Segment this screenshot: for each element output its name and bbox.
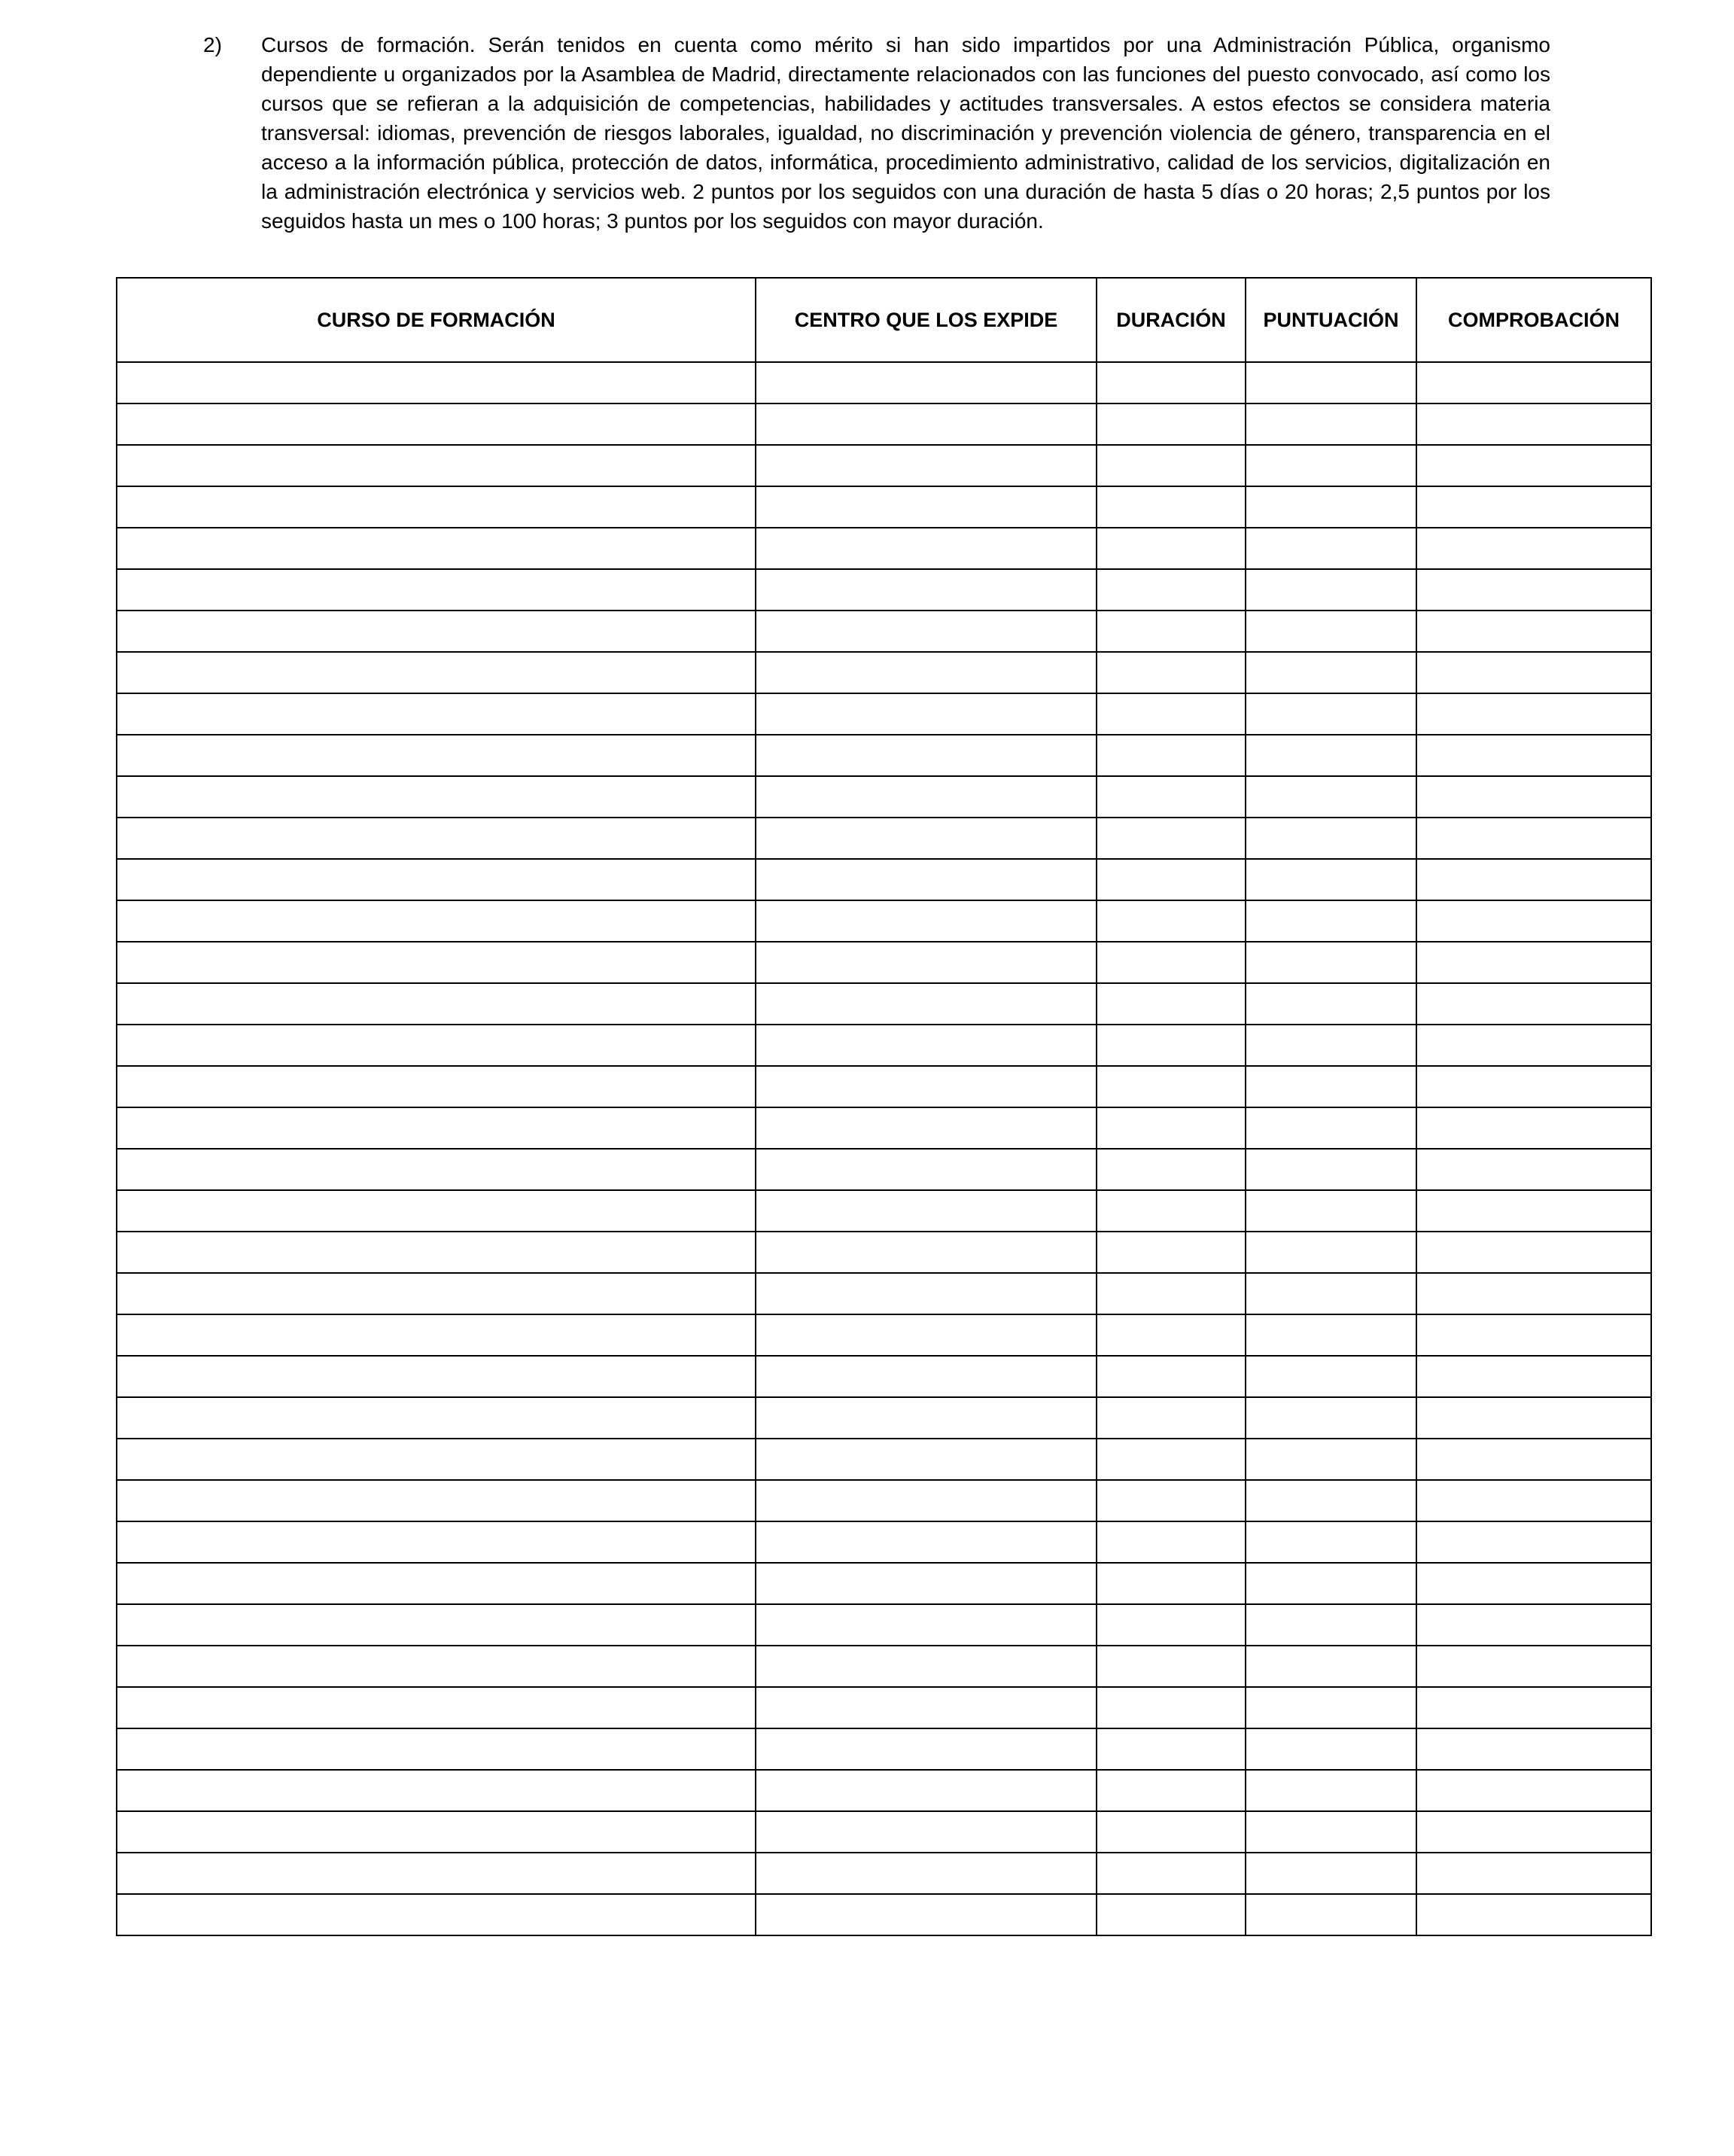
cell-course[interactable] bbox=[117, 1687, 756, 1728]
cell-verification[interactable] bbox=[1416, 776, 1651, 818]
cell-verification[interactable] bbox=[1416, 1232, 1651, 1273]
cell-duration[interactable] bbox=[1097, 900, 1246, 942]
cell-verification[interactable] bbox=[1416, 569, 1651, 611]
section-description: Cursos de formación. Serán tenidos en cuenta como mérito si han sido impartidos por una Administración Pública, organismo dependiente u organizados por la Asamblea de Madrid, directamente relacionados con las funciones del puesto convocado, así como los cursos que se refieran a la adquisición de competencias, habilidades y actitudes transversales. A estos efectos se considera materia transversal: idiomas, prevención de riesgos laborales, igualdad, no discriminación y prevención violencia de género, transparencia en el acceso a la información pública, protección de datos, informática, procedimiento administrativo, calidad de los servicios, digitalización en la administración electrónica y servicios web. 2 puntos por los seguidos con una duración de hasta 5 días o 20 horas; 2,5 puntos por los seguidos hasta un mes o 100 horas; 3 puntos por los seguidos con mayor duración. bbox=[261, 33, 1550, 233]
cell-verification[interactable] bbox=[1416, 1190, 1651, 1232]
cell-issuing-center[interactable] bbox=[756, 1687, 1097, 1728]
column-header-course: CURSO DE FORMACIÓN bbox=[117, 278, 756, 362]
cell-course[interactable] bbox=[117, 1314, 756, 1356]
cell-verification[interactable] bbox=[1416, 1025, 1651, 1066]
cell-verification[interactable] bbox=[1416, 1149, 1651, 1190]
cell-verification[interactable] bbox=[1416, 1687, 1651, 1728]
cell-issuing-center[interactable] bbox=[756, 1025, 1097, 1066]
cell-course[interactable] bbox=[117, 983, 756, 1025]
cell-score[interactable] bbox=[1246, 1894, 1416, 1935]
cell-score[interactable] bbox=[1246, 1853, 1416, 1894]
cell-course[interactable] bbox=[117, 942, 756, 983]
cell-verification[interactable] bbox=[1416, 1107, 1651, 1149]
cell-score[interactable] bbox=[1246, 1149, 1416, 1190]
cell-issuing-center[interactable] bbox=[756, 1314, 1097, 1356]
cell-verification[interactable] bbox=[1416, 1439, 1651, 1480]
cell-verification[interactable] bbox=[1416, 486, 1651, 528]
cell-verification[interactable] bbox=[1416, 1314, 1651, 1356]
cell-verification[interactable] bbox=[1416, 1521, 1651, 1563]
cell-score[interactable] bbox=[1246, 1232, 1416, 1273]
cell-issuing-center[interactable] bbox=[756, 1894, 1097, 1935]
cell-duration[interactable] bbox=[1097, 611, 1246, 652]
cell-issuing-center[interactable] bbox=[756, 818, 1097, 859]
cell-verification[interactable] bbox=[1416, 818, 1651, 859]
table-row bbox=[117, 1356, 1651, 1397]
cell-duration[interactable] bbox=[1097, 652, 1246, 693]
cell-duration[interactable] bbox=[1097, 1149, 1246, 1190]
table-row bbox=[117, 362, 1651, 403]
column-header-issuing-center: CENTRO QUE LOS EXPIDE bbox=[756, 278, 1097, 362]
cell-verification[interactable] bbox=[1416, 1480, 1651, 1521]
table-row bbox=[117, 1480, 1651, 1521]
cell-course[interactable] bbox=[117, 1604, 756, 1646]
cell-verification[interactable] bbox=[1416, 983, 1651, 1025]
cell-duration[interactable] bbox=[1097, 1563, 1246, 1604]
table-row bbox=[117, 1521, 1651, 1563]
cell-issuing-center[interactable] bbox=[756, 403, 1097, 445]
cell-issuing-center[interactable] bbox=[756, 486, 1097, 528]
cell-issuing-center[interactable] bbox=[756, 1563, 1097, 1604]
cell-course[interactable] bbox=[117, 1273, 756, 1314]
cell-score[interactable] bbox=[1246, 1107, 1416, 1149]
cell-score[interactable] bbox=[1246, 735, 1416, 776]
cell-course[interactable] bbox=[117, 1811, 756, 1853]
training-courses-table bbox=[116, 277, 1652, 1936]
cell-course[interactable] bbox=[117, 611, 756, 652]
table-row bbox=[117, 735, 1651, 776]
cell-score[interactable] bbox=[1246, 1521, 1416, 1563]
table-row bbox=[117, 1894, 1651, 1935]
table-row bbox=[117, 1687, 1651, 1728]
cell-duration[interactable] bbox=[1097, 1273, 1246, 1314]
cell-score[interactable] bbox=[1246, 652, 1416, 693]
cell-score[interactable] bbox=[1246, 1770, 1416, 1811]
cell-score[interactable] bbox=[1246, 1066, 1416, 1107]
cell-score[interactable] bbox=[1246, 528, 1416, 569]
cell-course[interactable] bbox=[117, 1770, 756, 1811]
cell-course[interactable] bbox=[117, 776, 756, 818]
table-row bbox=[117, 1066, 1651, 1107]
cell-duration[interactable] bbox=[1097, 1894, 1246, 1935]
cell-issuing-center[interactable] bbox=[756, 1811, 1097, 1853]
cell-duration[interactable] bbox=[1097, 1190, 1246, 1232]
cell-issuing-center[interactable] bbox=[756, 900, 1097, 942]
table-row bbox=[117, 1563, 1651, 1604]
table-row bbox=[117, 1107, 1651, 1149]
cell-course[interactable] bbox=[117, 1563, 756, 1604]
cell-duration[interactable] bbox=[1097, 1232, 1246, 1273]
cell-score[interactable] bbox=[1246, 362, 1416, 403]
cell-issuing-center[interactable] bbox=[756, 1480, 1097, 1521]
cell-verification[interactable] bbox=[1416, 1273, 1651, 1314]
cell-duration[interactable] bbox=[1097, 859, 1246, 900]
cell-duration[interactable] bbox=[1097, 693, 1246, 735]
cell-course[interactable] bbox=[117, 1025, 756, 1066]
table-row bbox=[117, 776, 1651, 818]
cell-course[interactable] bbox=[117, 1646, 756, 1687]
cell-duration[interactable] bbox=[1097, 1853, 1246, 1894]
table-row bbox=[117, 486, 1651, 528]
cell-score[interactable] bbox=[1246, 486, 1416, 528]
table-row bbox=[117, 403, 1651, 445]
cell-verification[interactable] bbox=[1416, 362, 1651, 403]
cell-score[interactable] bbox=[1246, 1273, 1416, 1314]
cell-verification[interactable] bbox=[1416, 1894, 1651, 1935]
cell-issuing-center[interactable] bbox=[756, 1397, 1097, 1439]
cell-verification[interactable] bbox=[1416, 1563, 1651, 1604]
cell-duration[interactable] bbox=[1097, 1439, 1246, 1480]
cell-course[interactable] bbox=[117, 1439, 756, 1480]
cell-score[interactable] bbox=[1246, 1687, 1416, 1728]
cell-issuing-center[interactable] bbox=[756, 611, 1097, 652]
cell-score[interactable] bbox=[1246, 693, 1416, 735]
cell-duration[interactable] bbox=[1097, 1314, 1246, 1356]
table-row bbox=[117, 1149, 1651, 1190]
cell-course[interactable] bbox=[117, 569, 756, 611]
cell-course[interactable] bbox=[117, 1066, 756, 1107]
table-row bbox=[117, 445, 1651, 486]
cell-verification[interactable] bbox=[1416, 1397, 1651, 1439]
cell-verification[interactable] bbox=[1416, 1646, 1651, 1687]
cell-duration[interactable] bbox=[1097, 486, 1246, 528]
table-row bbox=[117, 942, 1651, 983]
cell-course[interactable] bbox=[117, 445, 756, 486]
cell-score[interactable] bbox=[1246, 942, 1416, 983]
cell-issuing-center[interactable] bbox=[756, 735, 1097, 776]
cell-course[interactable] bbox=[117, 900, 756, 942]
table-row bbox=[117, 528, 1651, 569]
table-row bbox=[117, 900, 1651, 942]
cell-course[interactable] bbox=[117, 859, 756, 900]
table-row bbox=[117, 569, 1651, 611]
cell-verification[interactable] bbox=[1416, 1728, 1651, 1770]
cell-issuing-center[interactable] bbox=[756, 569, 1097, 611]
cell-course[interactable] bbox=[117, 528, 756, 569]
cell-score[interactable] bbox=[1246, 403, 1416, 445]
cell-score[interactable] bbox=[1246, 1439, 1416, 1480]
table-row bbox=[117, 1314, 1651, 1356]
cell-course[interactable] bbox=[117, 693, 756, 735]
cell-score[interactable] bbox=[1246, 859, 1416, 900]
table-row bbox=[117, 611, 1651, 652]
cell-course[interactable] bbox=[117, 403, 756, 445]
cell-verification[interactable] bbox=[1416, 403, 1651, 445]
cell-score[interactable] bbox=[1246, 1811, 1416, 1853]
table-row bbox=[117, 983, 1651, 1025]
cell-verification[interactable] bbox=[1416, 1853, 1651, 1894]
cell-score[interactable] bbox=[1246, 1604, 1416, 1646]
cell-score[interactable] bbox=[1246, 445, 1416, 486]
cell-duration[interactable] bbox=[1097, 362, 1246, 403]
table-row bbox=[117, 1232, 1651, 1273]
cell-course[interactable] bbox=[117, 735, 756, 776]
cell-duration[interactable] bbox=[1097, 569, 1246, 611]
cell-duration[interactable] bbox=[1097, 983, 1246, 1025]
cell-issuing-center[interactable] bbox=[756, 1107, 1097, 1149]
cell-verification[interactable] bbox=[1416, 900, 1651, 942]
table-row bbox=[117, 1273, 1651, 1314]
cell-score[interactable] bbox=[1246, 776, 1416, 818]
cell-score[interactable] bbox=[1246, 818, 1416, 859]
cell-course[interactable] bbox=[117, 1149, 756, 1190]
cell-issuing-center[interactable] bbox=[756, 1232, 1097, 1273]
cell-duration[interactable] bbox=[1097, 1728, 1246, 1770]
column-header-duration: DURACIÓN bbox=[1097, 278, 1246, 362]
cell-issuing-center[interactable] bbox=[756, 445, 1097, 486]
cell-issuing-center[interactable] bbox=[756, 362, 1097, 403]
cell-score[interactable] bbox=[1246, 1397, 1416, 1439]
cell-verification[interactable] bbox=[1416, 1770, 1651, 1811]
table-row bbox=[117, 859, 1651, 900]
table-row bbox=[117, 1190, 1651, 1232]
table-row bbox=[117, 1604, 1651, 1646]
cell-duration[interactable] bbox=[1097, 1604, 1246, 1646]
cell-course[interactable] bbox=[117, 1356, 756, 1397]
cell-verification[interactable] bbox=[1416, 1811, 1651, 1853]
table-row bbox=[117, 652, 1651, 693]
table-row bbox=[117, 1025, 1651, 1066]
cell-verification[interactable] bbox=[1416, 859, 1651, 900]
cell-issuing-center[interactable] bbox=[756, 1273, 1097, 1314]
cell-duration[interactable] bbox=[1097, 1025, 1246, 1066]
cell-course[interactable] bbox=[117, 486, 756, 528]
cell-score[interactable] bbox=[1246, 1646, 1416, 1687]
cell-score[interactable] bbox=[1246, 983, 1416, 1025]
cell-duration[interactable] bbox=[1097, 818, 1246, 859]
cell-score[interactable] bbox=[1246, 611, 1416, 652]
cell-course[interactable] bbox=[117, 1853, 756, 1894]
cell-duration[interactable] bbox=[1097, 776, 1246, 818]
column-header-verification: COMPROBACIÓN bbox=[1416, 278, 1651, 362]
column-header-score: PUNTUACIÓN bbox=[1246, 278, 1416, 362]
cell-score[interactable] bbox=[1246, 1314, 1416, 1356]
table-row bbox=[117, 1811, 1651, 1853]
cell-duration[interactable] bbox=[1097, 1687, 1246, 1728]
table-row bbox=[117, 693, 1651, 735]
cell-course[interactable] bbox=[117, 362, 756, 403]
cell-course[interactable] bbox=[117, 1190, 756, 1232]
cell-course[interactable] bbox=[117, 1728, 756, 1770]
cell-verification[interactable] bbox=[1416, 528, 1651, 569]
cell-issuing-center[interactable] bbox=[756, 1646, 1097, 1687]
table-row bbox=[117, 818, 1651, 859]
cell-course[interactable] bbox=[117, 818, 756, 859]
table-row bbox=[117, 1728, 1651, 1770]
cell-score[interactable] bbox=[1246, 1025, 1416, 1066]
cell-score[interactable] bbox=[1246, 1563, 1416, 1604]
table-row bbox=[117, 1439, 1651, 1480]
cell-issuing-center[interactable] bbox=[756, 1853, 1097, 1894]
table-row bbox=[117, 1853, 1651, 1894]
cell-issuing-center[interactable] bbox=[756, 528, 1097, 569]
cell-issuing-center[interactable] bbox=[756, 1770, 1097, 1811]
cell-course[interactable] bbox=[117, 652, 756, 693]
cell-score[interactable] bbox=[1246, 1356, 1416, 1397]
cell-verification[interactable] bbox=[1416, 942, 1651, 983]
cell-verification[interactable] bbox=[1416, 735, 1651, 776]
cell-issuing-center[interactable] bbox=[756, 859, 1097, 900]
cell-issuing-center[interactable] bbox=[756, 1066, 1097, 1107]
cell-course[interactable] bbox=[117, 1397, 756, 1439]
cell-verification[interactable] bbox=[1416, 1066, 1651, 1107]
cell-issuing-center[interactable] bbox=[756, 942, 1097, 983]
cell-duration[interactable] bbox=[1097, 1480, 1246, 1521]
table-row bbox=[117, 1770, 1651, 1811]
cell-issuing-center[interactable] bbox=[756, 652, 1097, 693]
cell-issuing-center[interactable] bbox=[756, 1149, 1097, 1190]
cell-duration[interactable] bbox=[1097, 1811, 1246, 1853]
cell-verification[interactable] bbox=[1416, 611, 1651, 652]
cell-verification[interactable] bbox=[1416, 1356, 1651, 1397]
cell-duration[interactable] bbox=[1097, 1066, 1246, 1107]
cell-verification[interactable] bbox=[1416, 1604, 1651, 1646]
cell-score[interactable] bbox=[1246, 900, 1416, 942]
cell-duration[interactable] bbox=[1097, 528, 1246, 569]
cell-issuing-center[interactable] bbox=[756, 983, 1097, 1025]
cell-duration[interactable] bbox=[1097, 1770, 1246, 1811]
cell-issuing-center[interactable] bbox=[756, 1728, 1097, 1770]
cell-issuing-center[interactable] bbox=[756, 1604, 1097, 1646]
cell-issuing-center[interactable] bbox=[756, 693, 1097, 735]
cell-duration[interactable] bbox=[1097, 403, 1246, 445]
cell-duration[interactable] bbox=[1097, 1646, 1246, 1687]
table-row bbox=[117, 1646, 1651, 1687]
cell-issuing-center[interactable] bbox=[756, 1521, 1097, 1563]
cell-course[interactable] bbox=[117, 1232, 756, 1273]
cell-duration[interactable] bbox=[1097, 1521, 1246, 1563]
cell-duration[interactable] bbox=[1097, 1356, 1246, 1397]
table-header-row bbox=[117, 278, 1651, 362]
cell-duration[interactable] bbox=[1097, 445, 1246, 486]
cell-issuing-center[interactable] bbox=[756, 1356, 1097, 1397]
cell-duration[interactable] bbox=[1097, 735, 1246, 776]
cell-course[interactable] bbox=[117, 1480, 756, 1521]
table-body bbox=[117, 362, 1651, 1935]
cell-issuing-center[interactable] bbox=[756, 776, 1097, 818]
cell-score[interactable] bbox=[1246, 1190, 1416, 1232]
cell-score[interactable] bbox=[1246, 569, 1416, 611]
cell-course[interactable] bbox=[117, 1521, 756, 1563]
table-row bbox=[117, 1397, 1651, 1439]
cell-course[interactable] bbox=[117, 1894, 756, 1935]
cell-verification[interactable] bbox=[1416, 445, 1651, 486]
cell-issuing-center[interactable] bbox=[756, 1439, 1097, 1480]
cell-score[interactable] bbox=[1246, 1728, 1416, 1770]
cell-duration[interactable] bbox=[1097, 942, 1246, 983]
cell-verification[interactable] bbox=[1416, 652, 1651, 693]
cell-duration[interactable] bbox=[1097, 1107, 1246, 1149]
cell-score[interactable] bbox=[1246, 1480, 1416, 1521]
cell-course[interactable] bbox=[117, 1107, 756, 1149]
cell-duration[interactable] bbox=[1097, 1397, 1246, 1439]
section-number: 2) bbox=[203, 33, 222, 56]
cell-verification[interactable] bbox=[1416, 693, 1651, 735]
cell-issuing-center[interactable] bbox=[756, 1190, 1097, 1232]
